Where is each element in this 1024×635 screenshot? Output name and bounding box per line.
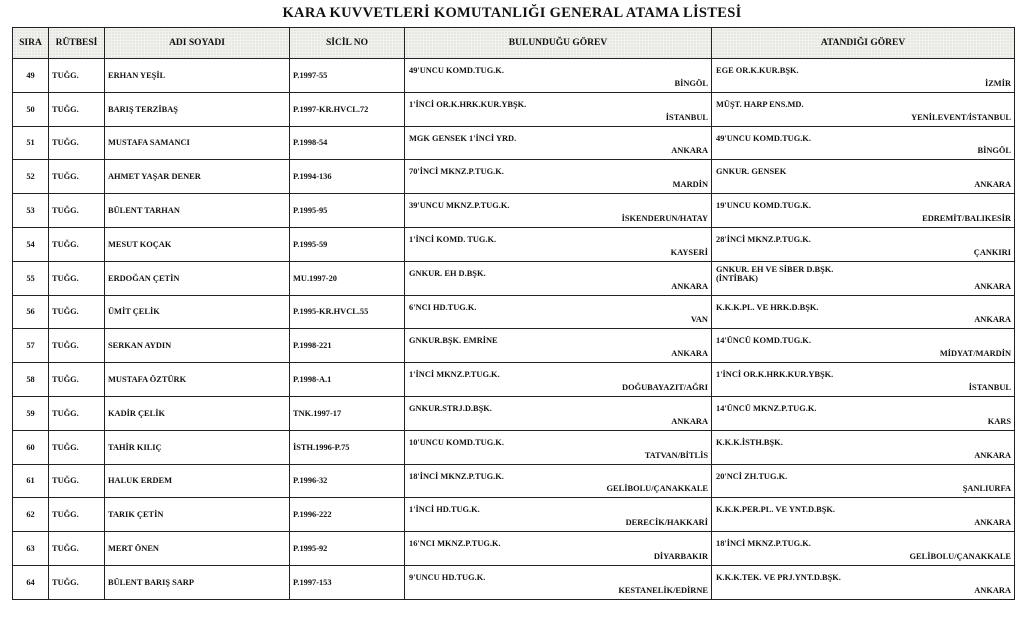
ad-soyadi-cell: ERDOĞAN ÇETİN <box>105 261 290 295</box>
rutbe-cell: TUĞG. <box>49 126 105 160</box>
sicil-no-cell: P.1994-136 <box>290 160 405 194</box>
atandigi-gorev-cell <box>712 194 1015 228</box>
atandigi-gorev-cell <box>712 329 1015 363</box>
assigned-duty-location: ANKARA <box>974 281 1011 291</box>
bulundugu-gorev-cell <box>405 194 712 228</box>
current-duty-location: ANKARA <box>671 281 708 291</box>
rutbe-cell: TUĞG. <box>49 430 105 464</box>
current-duty-title: 18'İNCİ MKNZ.P.TUG.K. <box>409 471 504 481</box>
ad-soyadi-cell: MERT ÖNEN <box>105 532 290 566</box>
current-duty-location: VAN <box>690 315 708 325</box>
rutbe-cell: TUĞG. <box>49 227 105 261</box>
assigned-duty-title: K.K.K.İSTH.BŞK. <box>716 437 783 447</box>
current-duty-location: ANKARA <box>671 416 708 426</box>
assigned-duty-location: GELİBOLU/ÇANAKKALE <box>909 551 1011 561</box>
assigned-duty-location: ANKARA <box>974 315 1011 325</box>
assigned-duty-location: İSTANBUL <box>968 382 1011 392</box>
assigned-duty-title: K.K.K.PER.PL. VE YNT.D.BŞK. <box>716 505 835 515</box>
ad-soyadi-cell: TAHİR KILIÇ <box>105 430 290 464</box>
rutbe-cell: TUĞG. <box>49 194 105 228</box>
current-duty-title: 39'UNCU MKNZ.P.TUG.K. <box>409 201 510 211</box>
bulundugu-gorev-cell <box>405 126 712 160</box>
rutbe-cell: TUĞG. <box>49 565 105 599</box>
sicil-no-cell: P.1997-55 <box>290 59 405 93</box>
table-row <box>13 498 1015 532</box>
ad-soyadi-cell: BARIŞ TERZİBAŞ <box>105 92 290 126</box>
assigned-duty-location: KARS <box>987 416 1011 426</box>
current-duty-location: KESTANELİK/EDİRNE <box>618 585 708 595</box>
sira-cell: 55 <box>13 261 49 295</box>
rutbe-cell: TUĞG. <box>49 261 105 295</box>
atandigi-gorev-cell <box>712 261 1015 295</box>
current-duty-title: 10'UNCU KOMD.TUG.K. <box>409 437 504 447</box>
sicil-no-cell: P.1995-92 <box>290 532 405 566</box>
sicil-no-cell: P.1997-KR.HVCL.72 <box>290 92 405 126</box>
current-duty-location: DOĞUBAYAZIT/AĞRI <box>622 382 708 392</box>
bulundugu-gorev-cell <box>405 396 712 430</box>
bulundugu-gorev-cell <box>405 464 712 498</box>
sira-cell: 53 <box>13 194 49 228</box>
appointment-table <box>12 27 1015 600</box>
assigned-duty-title: K.K.K.PL. VE HRK.D.BŞK. <box>716 302 819 312</box>
current-duty-title: 49'UNCU KOMD.TUG.K. <box>409 66 504 75</box>
assigned-duty-title: 1'İNCİ OR.K.HRK.KUR.YBŞK. <box>716 370 834 380</box>
sira-cell: 54 <box>13 227 49 261</box>
assigned-duty-title: 28'İNCİ MKNZ.P.TUG.K. <box>716 234 811 244</box>
atandigi-gorev-cell <box>712 160 1015 194</box>
current-duty-title: 1'İNCİ MKNZ.P.TUG.K. <box>409 370 500 380</box>
current-duty-title: GNKUR.STRJ.D.BŞK. <box>409 403 492 413</box>
sira-cell: 49 <box>13 59 49 93</box>
sicil-no-cell: P.1995-KR.HVCL.55 <box>290 295 405 329</box>
bulundugu-gorev-cell <box>405 363 712 397</box>
bulundugu-gorev-cell <box>405 498 712 532</box>
bulundugu-gorev-cell <box>405 261 712 295</box>
assigned-duty-location: İZMİR <box>984 78 1011 88</box>
sira-cell: 57 <box>13 329 49 363</box>
sicil-no-cell: P.1998-A.1 <box>290 363 405 397</box>
sicil-no-cell: P.1998-221 <box>290 329 405 363</box>
column-header-sicil-no: SİCİL NO <box>290 28 405 59</box>
sira-cell: 52 <box>13 160 49 194</box>
sicil-no-cell: P.1996-32 <box>290 464 405 498</box>
rutbe-cell: TUĞG. <box>49 92 105 126</box>
ad-soyadi-cell: BÜLENT TARHAN <box>105 194 290 228</box>
assigned-duty-title: GNKUR. GENSEK <box>716 167 787 177</box>
sira-cell: 56 <box>13 295 49 329</box>
sicil-no-cell: P.1996-222 <box>290 498 405 532</box>
current-duty-location: ANKARA <box>671 146 708 156</box>
assigned-duty-location: ANKARA <box>974 585 1011 595</box>
table-row <box>13 59 1015 93</box>
rutbe-cell: TUĞG. <box>49 295 105 329</box>
current-duty-location: DİYARBAKIR <box>653 551 708 561</box>
assigned-duty-location: MİDYAT/MARDİN <box>939 349 1011 359</box>
assigned-duty-location: BİNGÖL <box>977 146 1011 156</box>
sicil-no-cell: TNK.1997-17 <box>290 396 405 430</box>
sira-cell: 51 <box>13 126 49 160</box>
assigned-duty-title-line-2: (İNTİBAK) <box>716 273 758 283</box>
sira-cell: 62 <box>13 498 49 532</box>
assigned-duty-title: EGE OR.K.KUR.BŞK. <box>716 66 799 75</box>
ad-soyadi-cell: ÜMİT ÇELİK <box>105 295 290 329</box>
bulundugu-gorev-cell <box>405 532 712 566</box>
current-duty-location: BİNGÖL <box>674 78 708 88</box>
assigned-duty-title: 19'UNCU KOMD.TUG.K. <box>716 201 811 211</box>
ad-soyadi-cell: MUSTAFA SAMANCI <box>105 126 290 160</box>
assigned-duty-location: ANKARA <box>974 180 1011 190</box>
table-row <box>13 261 1015 295</box>
ad-soyadi-cell: MESUT KOÇAK <box>105 227 290 261</box>
table-row <box>13 126 1015 160</box>
current-duty-title: 16'NCI MKNZ.P.TUG.K. <box>409 539 501 549</box>
current-duty-title: 1'İNCİ OR.K.HRK.KUR.YBŞK. <box>409 99 527 109</box>
ad-soyadi-cell: KADİR ÇELİK <box>105 396 290 430</box>
assigned-duty-title <box>716 265 833 283</box>
atandigi-gorev-cell <box>712 565 1015 599</box>
table-row <box>13 532 1015 566</box>
table-row <box>13 227 1015 261</box>
current-duty-location: İSTANBUL <box>665 112 708 122</box>
bulundugu-gorev-cell <box>405 430 712 464</box>
current-duty-title: 1'İNCİ HD.TUG.K. <box>409 505 480 515</box>
rutbe-cell: TUĞG. <box>49 464 105 498</box>
sira-cell: 61 <box>13 464 49 498</box>
assigned-duty-title: K.K.K.TEK. VE PRJ.YNT.D.BŞK. <box>716 572 841 582</box>
assigned-duty-title: 14'ÜNCÜ MKNZ.P.TUG.K. <box>716 403 817 413</box>
ad-soyadi-cell: TARIK ÇETİN <box>105 498 290 532</box>
atandigi-gorev-cell <box>712 396 1015 430</box>
current-duty-location: KAYSERİ <box>670 247 708 257</box>
current-duty-location: DERECİK/HAKKARİ <box>625 518 708 528</box>
sira-cell: 50 <box>13 92 49 126</box>
assigned-duty-title: 49'UNCU KOMD.TUG.K. <box>716 133 811 143</box>
current-duty-title: MGK GENSEK 1'İNCİ YRD. <box>409 133 517 143</box>
sicil-no-cell: P.1995-95 <box>290 194 405 228</box>
current-duty-location: TATVAN/BİTLİS <box>644 450 708 460</box>
current-duty-title: 1'İNCİ KOMD. TUG.K. <box>409 234 497 244</box>
bulundugu-gorev-cell <box>405 92 712 126</box>
sicil-no-cell: P.1997-153 <box>290 565 405 599</box>
current-duty-location: GELİBOLU/ÇANAKKALE <box>606 484 708 494</box>
document-title: KARA KUVVETLERİ KOMUTANLIĞI GENERAL ATAMA LİSTESİ <box>282 5 742 21</box>
table-row <box>13 92 1015 126</box>
table-row <box>13 329 1015 363</box>
rutbe-cell: TUĞG. <box>49 363 105 397</box>
assigned-duty-location: EDREMİT/BALIKESİR <box>922 213 1011 223</box>
atandigi-gorev-cell <box>712 295 1015 329</box>
bulundugu-gorev-cell <box>405 59 712 93</box>
sicil-no-cell: İSTH.1996-P.75 <box>290 430 405 464</box>
sira-cell: 58 <box>13 363 49 397</box>
bulundugu-gorev-cell <box>405 329 712 363</box>
sira-cell: 63 <box>13 532 49 566</box>
atandigi-gorev-cell <box>712 498 1015 532</box>
sicil-no-cell: P.1995-59 <box>290 227 405 261</box>
assigned-duty-title: 18'İNCİ MKNZ.P.TUG.K. <box>716 539 811 549</box>
atandigi-gorev-cell <box>712 464 1015 498</box>
table-body <box>13 59 1015 600</box>
column-header-ad-soyadi: ADI SOYADI <box>105 28 290 59</box>
assigned-duty-location: ÇANKIRI <box>973 247 1011 257</box>
ad-soyadi-cell: AHMET YAŞAR DENER <box>105 160 290 194</box>
current-duty-title: 70'İNCİ MKNZ.P.TUG.K. <box>409 167 504 177</box>
sira-cell: 60 <box>13 430 49 464</box>
rutbe-cell: TUĞG. <box>49 498 105 532</box>
rutbe-cell: TUĞG. <box>49 396 105 430</box>
bulundugu-gorev-cell <box>405 227 712 261</box>
table-row <box>13 464 1015 498</box>
assigned-duty-title: 14'ÜNCÜ KOMD.TUG.K. <box>716 336 811 346</box>
rutbe-cell: TUĞG. <box>49 59 105 93</box>
column-header-sira: SIRA <box>13 28 49 59</box>
table-row <box>13 160 1015 194</box>
table-row <box>13 565 1015 599</box>
bulundugu-gorev-cell <box>405 295 712 329</box>
atandigi-gorev-cell <box>712 92 1015 126</box>
rutbe-cell: TUĞG. <box>49 329 105 363</box>
assigned-duty-title-line: GNKUR. EH VE SİBER D.BŞK. <box>716 264 834 274</box>
header-row <box>13 28 1015 59</box>
atandigi-gorev-cell <box>712 59 1015 93</box>
rutbe-cell: TUĞG. <box>49 160 105 194</box>
column-header-atandigi-gorev: ATANDIĞI GÖREV <box>712 28 1015 59</box>
atandigi-gorev-cell <box>712 227 1015 261</box>
assigned-duty-title: MÜŞT. HARP ENS.MD. <box>716 99 804 109</box>
assigned-duty-location: ANKARA <box>974 518 1011 528</box>
table-row <box>13 430 1015 464</box>
current-duty-title: GNKUR. EH D.BŞK. <box>409 268 486 278</box>
assigned-duty-title: 20'NCİ ZH.TUG.K. <box>716 471 788 481</box>
current-duty-location: ANKARA <box>671 349 708 359</box>
bulundugu-gorev-cell <box>405 565 712 599</box>
bulundugu-gorev-cell <box>405 160 712 194</box>
column-header-rutbe: RÜTBESİ <box>49 28 105 59</box>
column-header-bulundugu-gorev: BULUNDUĞU GÖREV <box>405 28 712 59</box>
sira-cell: 64 <box>13 565 49 599</box>
atandigi-gorev-cell <box>712 363 1015 397</box>
assigned-duty-location: YENİLEVENT/İSTANBUL <box>911 112 1011 122</box>
atandigi-gorev-cell <box>712 430 1015 464</box>
current-duty-title: GNKUR.BŞK. EMRİNE <box>409 336 498 346</box>
table-row <box>13 363 1015 397</box>
sira-cell: 59 <box>13 396 49 430</box>
current-duty-location: MARDİN <box>672 180 708 190</box>
ad-soyadi-cell: BÜLENT BARIŞ SARP <box>105 565 290 599</box>
assigned-duty-location: ANKARA <box>974 450 1011 460</box>
rutbe-cell: TUĞG. <box>49 532 105 566</box>
table-row <box>13 194 1015 228</box>
ad-soyadi-cell: ERHAN YEŞİL <box>105 59 290 93</box>
table-row <box>13 295 1015 329</box>
current-duty-title: 6'NCI HD.TUG.K. <box>409 302 477 312</box>
sicil-no-cell: P.1998-54 <box>290 126 405 160</box>
atandigi-gorev-cell <box>712 126 1015 160</box>
current-duty-title: 9'UNCU HD.TUG.K. <box>409 572 486 582</box>
atandigi-gorev-cell <box>712 532 1015 566</box>
ad-soyadi-cell: HALUK ERDEM <box>105 464 290 498</box>
ad-soyadi-cell: SERKAN AYDIN <box>105 329 290 363</box>
assigned-duty-location: ŞANLIURFA <box>962 484 1011 494</box>
current-duty-location: İSKENDERUN/HATAY <box>621 213 708 223</box>
sicil-no-cell: MU.1997-20 <box>290 261 405 295</box>
ad-soyadi-cell: MUSTAFA ÖZTÜRK <box>105 363 290 397</box>
table-row <box>13 396 1015 430</box>
